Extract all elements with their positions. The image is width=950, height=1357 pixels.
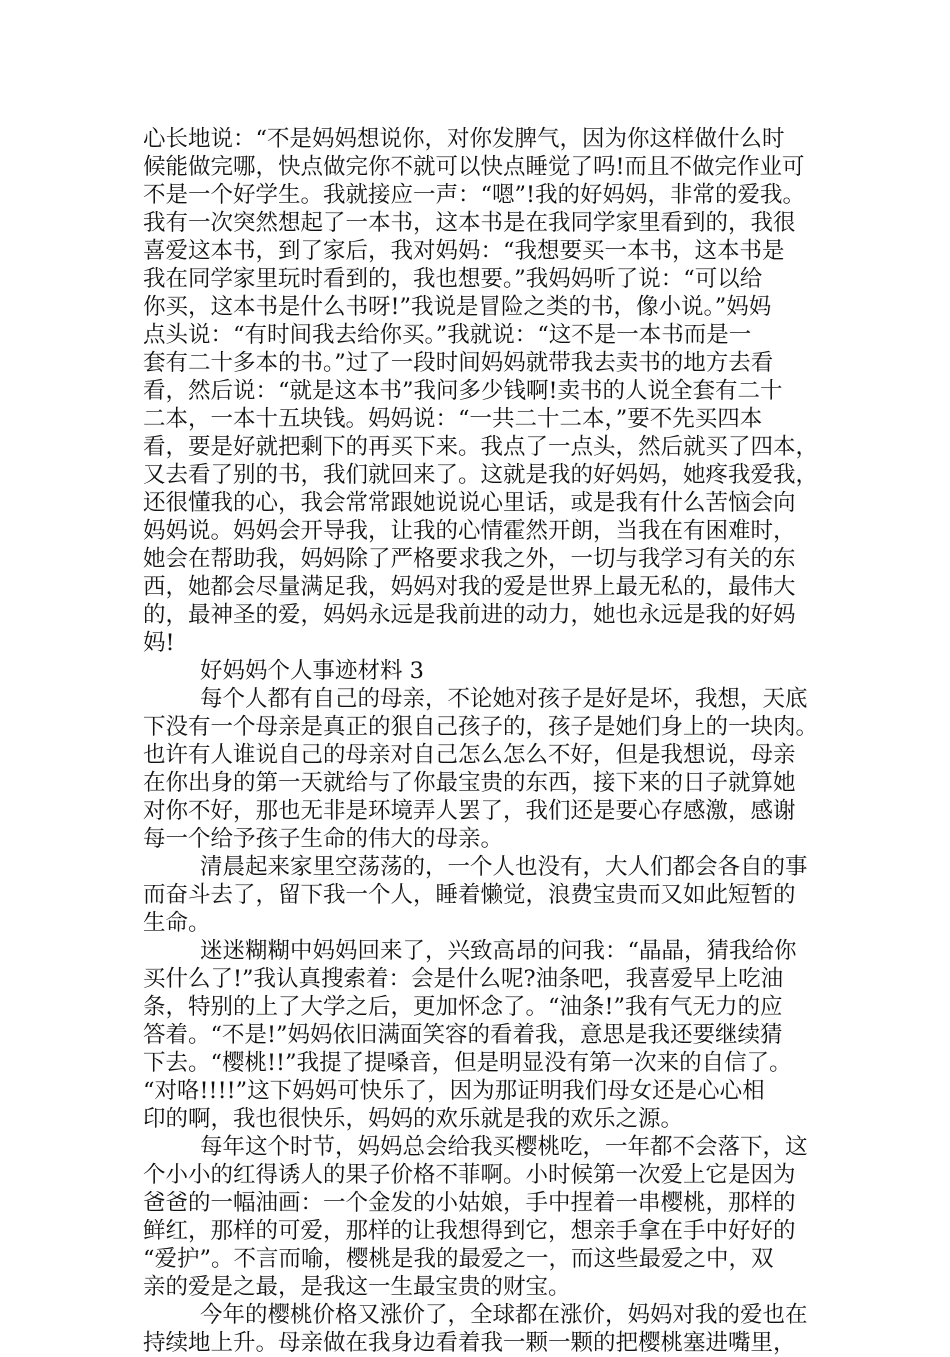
text-line: 持续地上升。母亲做在我身边看着我一颗一颗的把樱桃塞进嘴里，: [143, 1330, 796, 1356]
text-line: 不是一个好学生。我就接应一声：“嗯”!我的好妈妈，非常的爱我。: [143, 182, 806, 208]
text-line: 点头说：“有时间我去给你买。”我就说：“这不是一本书而是一: [143, 322, 752, 348]
text-line: 答着。“不是!”妈妈依旧满面笑容的看着我，意思是我还要继续猜: [143, 1022, 783, 1048]
document-page: [143, 125, 818, 1357]
text-line: 鲜红，那样的可爱，那样的让我想得到它，想亲手拿在手中好好的: [143, 1218, 796, 1244]
text-line: 下没有一个母亲是真正的狠自己孩子的，孩子是她们身上的一块肉。: [143, 714, 819, 740]
text-line: 又去看了别的书，我们就回来了。这就是我的好妈妈，她疼我爱我，: [143, 462, 819, 488]
text-line: 还很懂我的心，我会常常跟她说说心里话，或是我有什么苦恼会向: [143, 490, 796, 516]
text-line: 每一个给予孩子生命的伟大的母亲。: [143, 826, 504, 852]
continuation-paragraph: [143, 125, 818, 657]
text-line: 也许有人谁说自己的母亲对自己怎么怎么不好，但是我想说，母亲: [143, 742, 796, 768]
text-line: 的，最神圣的爱，妈妈永远是我前进的动力，她也永远是我的好妈: [143, 602, 796, 628]
text-line: “爱护”。不言而喻，樱桃是我的最爱之一，而这些最爱之中，双: [143, 1246, 774, 1272]
text-line: 喜爱这本书，到了家后，我对妈妈：“我想要买一本书，这本书是: [143, 238, 785, 264]
text-line: 迷迷糊糊中妈妈回来了，兴致高昂的问我：“晶晶，猜我给你: [200, 938, 797, 964]
text-line: 看，然后说：“就是这本书”我问多少钱啊!卖书的人说全套有二十: [143, 378, 783, 404]
text-line: 每年这个时节，妈妈总会给我买樱桃吃，一年都不会落下，这: [200, 1134, 808, 1160]
paragraph: [143, 853, 818, 937]
paragraph: [143, 937, 818, 1133]
text-line: 印的啊，我也很快乐，妈妈的欢乐就是我的欢乐之源。: [143, 1106, 684, 1132]
text-line: 候能做完哪，快点做完你不就可以快点睡觉了吗!而且不做完作业可: [143, 154, 805, 180]
text-line: “对咯!!!!”这下妈妈可快乐了，因为那证明我们母女还是心心相: [143, 1078, 765, 1104]
text-line: 心长地说：“不是妈妈想说你，对你发脾气，因为你这样做什么时: [143, 126, 785, 152]
text-line: 妈!: [143, 630, 175, 656]
paragraph: [143, 685, 818, 853]
text-line: 买什么了!”我认真搜索着：会是什么呢?油条吧，我喜爱早上吃油: [143, 966, 784, 992]
paragraph: [143, 1301, 818, 1357]
section-heading: 好妈妈个人事迹材料 3: [200, 658, 424, 684]
text-line: 条，特别的上了大学之后，更加怀念了。“油条!”我有气无力的应: [143, 994, 783, 1020]
text-line: 看，要是好就把剩下的再买下来。我点了一点头，然后就买了四本，: [143, 434, 819, 460]
text-line: 对你不好，那也无非是环境弄人罢了，我们还是要心存感激，感谢: [143, 798, 796, 824]
text-line: 亲的爱是之最，是我这一生最宝贵的财宝。: [143, 1274, 571, 1300]
text-line: 在你出身的第一天就给与了你最宝贵的东西，接下来的日子就算她: [143, 770, 796, 796]
text-line: 套有二十多本的书。”过了一段时间妈妈就带我去卖书的地方去看: [143, 350, 774, 376]
text-line: 下去。“樱桃!!”我提了提嗓音，但是明显没有第一次来的自信了。: [143, 1050, 792, 1076]
text-line: 她会在帮助我，妈妈除了严格要求我之外，一切与我学习有关的东: [143, 546, 796, 572]
text-line: 今年的樱桃价格又涨价了，全球都在涨价，妈妈对我的爱也在: [200, 1302, 808, 1328]
text-line: 我有一次突然想起了一本书，这本书是在我同学家里看到的，我很: [143, 210, 796, 236]
text-line: 生命。: [143, 910, 211, 936]
text-line: 爸爸的一幅油画：一个金发的小姑娘，手中捏着一串樱桃，那样的: [143, 1190, 796, 1216]
text-line: 清晨起来家里空荡荡的，一个人也没有，大人们都会各自的事: [200, 854, 808, 880]
text-line: 个小小的红得诱人的果子价格不菲啊。小时候第一次爱上它是因为: [143, 1162, 796, 1188]
text-line: 二本，一本十五块钱。妈妈说：“一共二十二本，”要不先买四本: [143, 406, 763, 432]
text-line: 而奋斗去了，留下我一个人，睡着懒觉，浪费宝贵而又如此短暂的: [143, 882, 796, 908]
text-line: 你买，这本书是什么书呀!”我说是冒险之类的书，像小说。”妈妈: [143, 294, 772, 320]
paragraph: [143, 1133, 818, 1301]
text-line: 我在同学家里玩时看到的，我也想要。”我妈妈听了说：“可以给: [143, 266, 763, 292]
text-line: 每个人都有自己的母亲，不论她对孩子是好是坏，我想，天底: [200, 686, 808, 712]
text-line: 妈妈说。妈妈会开导我，让我的心情霍然开朗，当我在有困难时，: [143, 518, 796, 544]
text-line: 西，她都会尽量满足我，妈妈对我的爱是世界上最无私的，最伟大: [143, 574, 796, 600]
